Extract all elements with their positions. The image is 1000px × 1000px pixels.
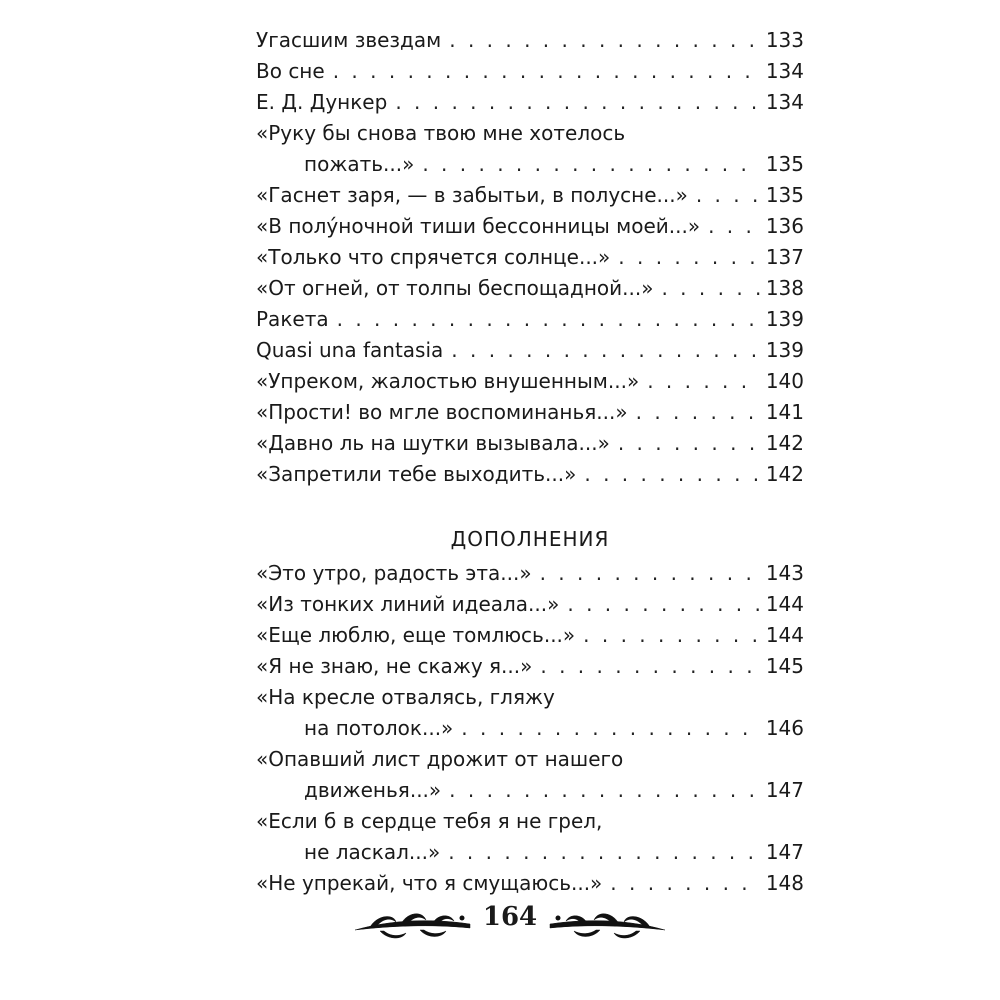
toc-entry <box>256 397 804 428</box>
toc-entry <box>256 744 804 806</box>
section-heading: ДОПОЛНЕНИЯ <box>450 527 610 551</box>
dot-leader <box>610 868 760 899</box>
entry-title: Во сне <box>256 59 325 83</box>
entry-title: «В полу́ночной тиши бессонницы моей...» <box>256 214 701 238</box>
entry-page: 142 <box>765 431 804 455</box>
entry-title-line1: «На кресле отвалясь, гляжу <box>256 685 555 709</box>
dot-leader <box>584 459 759 490</box>
toc-entry <box>256 304 804 335</box>
dot-leader <box>708 211 760 242</box>
entry-title-line1: «Руку бы снова твою мне хотелось <box>256 121 626 145</box>
entry-page: 139 <box>765 307 804 331</box>
toc-entry <box>256 25 804 56</box>
entry-page: 142 <box>765 462 804 486</box>
entry-title: «Гаснет заря, — в забытьи, в полусне...» <box>256 183 688 207</box>
toc-entry <box>256 87 804 118</box>
entry-title: «Прости! во мгле воспоминанья...» <box>256 400 628 424</box>
entry-title: «Запретили тебе выходить...» <box>256 462 577 486</box>
entry-title: «От огней, от толпы беспощадной...» <box>256 276 654 300</box>
entry-title: Ракета <box>256 307 329 331</box>
toc-entry <box>256 589 804 620</box>
entry-title-line2: движенья...» <box>304 778 442 802</box>
toc-entry <box>256 56 804 87</box>
toc-entry <box>256 558 804 589</box>
dot-leader <box>647 366 760 397</box>
entry-page: 133 <box>765 28 804 52</box>
entry-title: «Это утро, радость эта...» <box>256 561 532 585</box>
entry-page: 143 <box>765 561 804 585</box>
entry-page: 144 <box>765 623 804 647</box>
dot-leader <box>618 428 760 459</box>
dot-leader <box>540 558 760 589</box>
toc-entry <box>256 118 804 180</box>
entry-page: 135 <box>765 152 804 176</box>
table-of-contents <box>256 25 804 490</box>
entry-title: «Еще люблю, еще томлюсь...» <box>256 623 576 647</box>
toc-entry <box>256 682 804 744</box>
entry-title-line1: «Если б в сердце тебя я не грел, <box>256 809 603 833</box>
toc-entry <box>256 806 804 868</box>
toc-entry <box>256 366 804 397</box>
entry-page: 139 <box>765 338 804 362</box>
entry-page: 146 <box>765 716 804 740</box>
entry-page: 134 <box>765 59 804 83</box>
toc-entry <box>256 180 804 211</box>
entry-title: «Из тонких линий идеала...» <box>256 592 560 616</box>
dot-leader <box>333 56 760 87</box>
dot-leader <box>618 242 760 273</box>
dot-leader <box>540 651 759 682</box>
entry-title-line2: не ласкал...» <box>304 840 441 864</box>
toc-entry <box>256 211 804 242</box>
entry-page: 140 <box>765 369 804 393</box>
entry-title-line1: «Опавший лист дрожит от нашего <box>256 747 624 771</box>
table-of-contents-supplements <box>256 558 804 899</box>
entry-page: 136 <box>765 214 804 238</box>
dot-leader <box>422 149 759 180</box>
entry-title-line2: пожать...» <box>304 152 415 176</box>
dot-leader <box>461 713 760 744</box>
entry-page: 145 <box>765 654 804 678</box>
entry-page: 138 <box>765 276 804 300</box>
dot-leader <box>567 589 759 620</box>
dot-leader <box>449 775 760 806</box>
toc-entry <box>256 459 804 490</box>
entry-page: 141 <box>765 400 804 424</box>
dot-leader <box>337 304 760 335</box>
dot-leader <box>451 335 760 366</box>
entry-title: Е. Д. Дункер <box>256 90 388 114</box>
toc-entry <box>256 428 804 459</box>
entry-title: «Только что спрячется солнце...» <box>256 245 611 269</box>
entry-page: 134 <box>765 90 804 114</box>
toc-entry <box>256 868 804 899</box>
dot-leader <box>449 25 760 56</box>
entry-page: 147 <box>765 840 804 864</box>
entry-title: «Не упрекай, что я смущаюсь...» <box>256 871 603 895</box>
entry-title: Угасшим звездам <box>256 28 442 52</box>
toc-entry <box>256 335 804 366</box>
page-footer <box>350 900 670 950</box>
entry-title: «Я не знаю, не скажу я...» <box>256 654 533 678</box>
dot-leader <box>583 620 760 651</box>
entry-page: 144 <box>765 592 804 616</box>
entry-title: «Давно ль на шутки вызывала...» <box>256 431 610 455</box>
entry-page: 137 <box>765 245 804 269</box>
toc-entry <box>256 242 804 273</box>
entry-page: 148 <box>765 871 804 895</box>
entry-page: 135 <box>765 183 804 207</box>
toc-entry <box>256 651 804 682</box>
dot-leader <box>696 180 760 211</box>
dot-leader <box>395 87 760 118</box>
toc-entry <box>256 273 804 304</box>
dot-leader <box>636 397 760 428</box>
toc-entry <box>256 620 804 651</box>
entry-title-line2: на потолок...» <box>304 716 454 740</box>
entry-title: «Упреком, жалостью внушенным...» <box>256 369 640 393</box>
dot-leader <box>661 273 759 304</box>
entry-page: 147 <box>765 778 804 802</box>
entry-title: Quasi una fantasia <box>256 338 444 362</box>
dot-leader <box>448 837 760 868</box>
page-number: 164 <box>482 902 538 932</box>
